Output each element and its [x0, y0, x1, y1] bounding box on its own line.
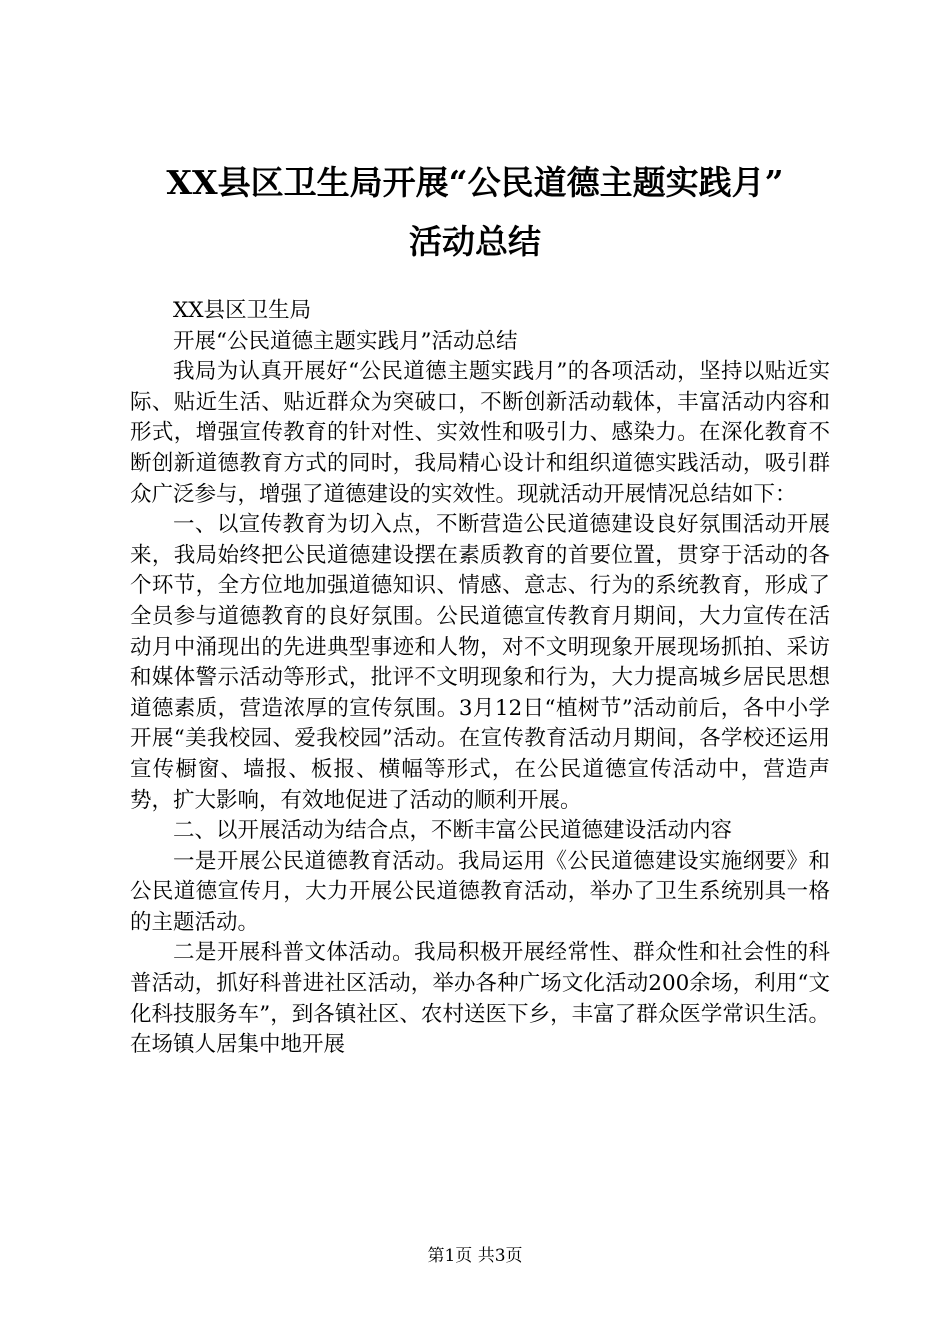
section-two-heading: 二、以开展活动为结合点，不断丰富公民道德建设活动内容 [173, 818, 733, 844]
intro-paragraph: 我局为认真开展好“公民道德主题实践月”的各项活动，坚持以贴近实际、贴近生活、贴近群众为突破口，不断创新活动载体，丰富活动内容和形式，增强宣传教育的针对性、实效性和吸引力、感染力。在深化教育不断创新道德教育方式的同时，我局精心设计和组织道德实践活动，吸引群众广泛参与，增强了道德建设的实效性。现就活动开展情况总结如下： [130, 359, 830, 507]
issuer-line: XX县区卫生局 [173, 298, 312, 323]
item-two-paragraph: 二是开展科普文体活动。我局积极开展经常性、群众性和社会性的科普活动，抓好科普进社区活动，举办各种广场文化活动200余场，利用“文化科技服务车”，到各镇社区、农村送医下乡，丰富了群众医学常识生活。在场镇人居集中地开展 [130, 940, 830, 1058]
subtitle-line: 开展“公民道德主题实践月”活动总结 [173, 328, 518, 354]
section-one-paragraph: 一、以宣传教育为切入点，不断营造公民道德建设良好氛围活动开展来，我局始终把公民道德建设摆在素质教育的首要位置，贯穿于活动的各个环节，全方位地加强道德知识、情感、意志、行为的系统教育，形成了全员参与道德教育的良好氛围。公民道德宣传教育月期间，大力宣传在活动月中涌现出的先进典型事迹和人物，对不文明现象开展现场抓拍、采访和媒体警示活动等形式，批评不文明现象和行为，大力提高城乡居民思想道德素质，营造浓厚的宣传氛围。3月12日“植树节”活动前后，各中小学开展“美我校园、爱我校园”活动。在宣传教育活动月期间，各学校还运用宣传橱窗、墙报、板报、横幅等形式，在公民道德宣传活动中，营造声势，扩大影响，有效地促进了活动的顺利开展。 [130, 512, 830, 813]
document-title-line-1: XX县区卫生局开展“公民道德主题实践月” [166, 163, 784, 202]
document-body [130, 296, 830, 1061]
page-number-footer: 第1页 共3页 [427, 1246, 523, 1266]
document-title-line-2: 活动总结 [409, 222, 541, 261]
item-one-paragraph: 一是开展公民道德教育活动。我局运用《公民道德建设实施纲要》和公民道德宣传月，大力开展公民道德教育活动，举办了卫生系统别具一格的主题活动。 [130, 848, 830, 935]
